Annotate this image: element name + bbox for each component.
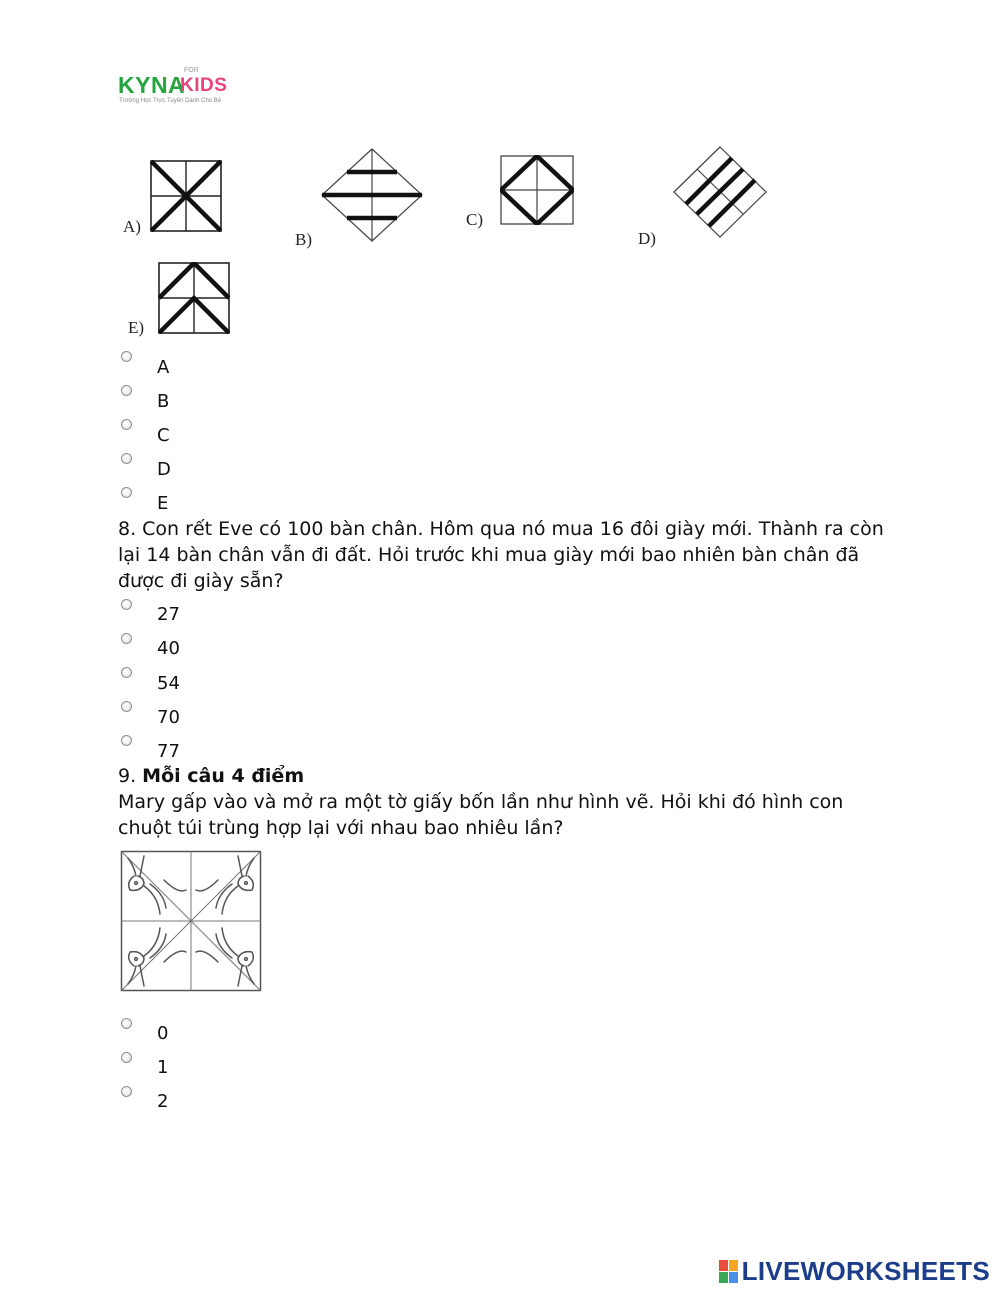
- figure-label-c: C): [466, 210, 483, 229]
- q7-option-b-label: B: [157, 391, 170, 412]
- q8-option-77-radio[interactable]: [121, 735, 132, 746]
- q8-option-77-label: 77: [157, 741, 180, 762]
- q9-points: Mỗi câu 4 điểm: [142, 765, 305, 787]
- logo-kids-text: KIDS: [180, 75, 228, 96]
- q8-option-27-radio[interactable]: [121, 599, 132, 610]
- kangaroo-fold-figure: [120, 850, 262, 996]
- q8-option-54-label: 54: [157, 673, 180, 694]
- figure-label-b: B): [295, 230, 312, 249]
- q7-option-d-radio[interactable]: [121, 453, 132, 464]
- q9-number: 9.: [118, 765, 143, 787]
- q7-option-a-label: A: [157, 357, 170, 378]
- q9-option-1-radio[interactable]: [121, 1052, 132, 1063]
- figure-b: [320, 148, 424, 246]
- q8-option-54-radio[interactable]: [121, 667, 132, 678]
- liveworksheets-logo-text: LIVEWORKSHEETS: [741, 1256, 990, 1286]
- figure-d: [672, 146, 768, 242]
- q7-option-c-label: C: [157, 425, 170, 446]
- q9-option-2-label: 2: [157, 1091, 169, 1112]
- q7-option-c-radio[interactable]: [121, 419, 132, 430]
- figure-c: [500, 155, 574, 229]
- liveworksheets-logo: [719, 1256, 990, 1287]
- q8-question-text: 8. Con rết Eve có 100 bàn chân. Hôm qua nó mua 16 đôi giày mới. Thành ra còn lại 14 bàn chân vẫn đi đất. Hỏi trước khi mua giày mới bao nhiên bàn chân đã được đi giày sẵn?: [118, 518, 884, 592]
- kyna-kids-logo: [118, 67, 248, 112]
- q9-option-0-radio[interactable]: [121, 1018, 132, 1029]
- q8-option-40-label: 40: [157, 638, 180, 659]
- q9-option-0-label: 0: [157, 1023, 169, 1044]
- figure-label-a: A): [123, 217, 141, 236]
- q8-option-70-radio[interactable]: [121, 701, 132, 712]
- q9-option-1-label: 1: [157, 1057, 169, 1078]
- logo-for-text: FOR: [184, 67, 199, 74]
- q7-option-e-radio[interactable]: [121, 487, 132, 498]
- liveworksheets-blocks-icon: [719, 1260, 738, 1283]
- q8-option-70-label: 70: [157, 707, 180, 728]
- logo-kyna-text: KYNA: [118, 72, 186, 98]
- q7-option-e-label: E: [157, 493, 169, 514]
- q7-option-b-radio[interactable]: [121, 385, 132, 396]
- q8-option-27-label: 27: [157, 604, 180, 625]
- q8-option-40-radio[interactable]: [121, 633, 132, 644]
- q9-question-text: Mary gấp vào và mở ra một tờ giấy bốn lần như hình vẽ. Hỏi khi đó hình con chuột túi trùng hợp lại với nhau bao nhiêu lần?: [118, 791, 844, 839]
- figure-label-e: E): [128, 318, 145, 337]
- figure-e: [158, 262, 230, 338]
- q9-heading: [118, 763, 898, 789]
- figure-a: [150, 160, 222, 236]
- figure-label-d: D): [638, 229, 656, 248]
- q7-option-a-radio[interactable]: [121, 351, 132, 362]
- logo-tagline: Trường Học Trực Tuyến Dành Cho Bé: [119, 98, 222, 104]
- q7-option-d-label: D: [157, 459, 171, 480]
- q9-option-2-radio[interactable]: [121, 1086, 132, 1097]
